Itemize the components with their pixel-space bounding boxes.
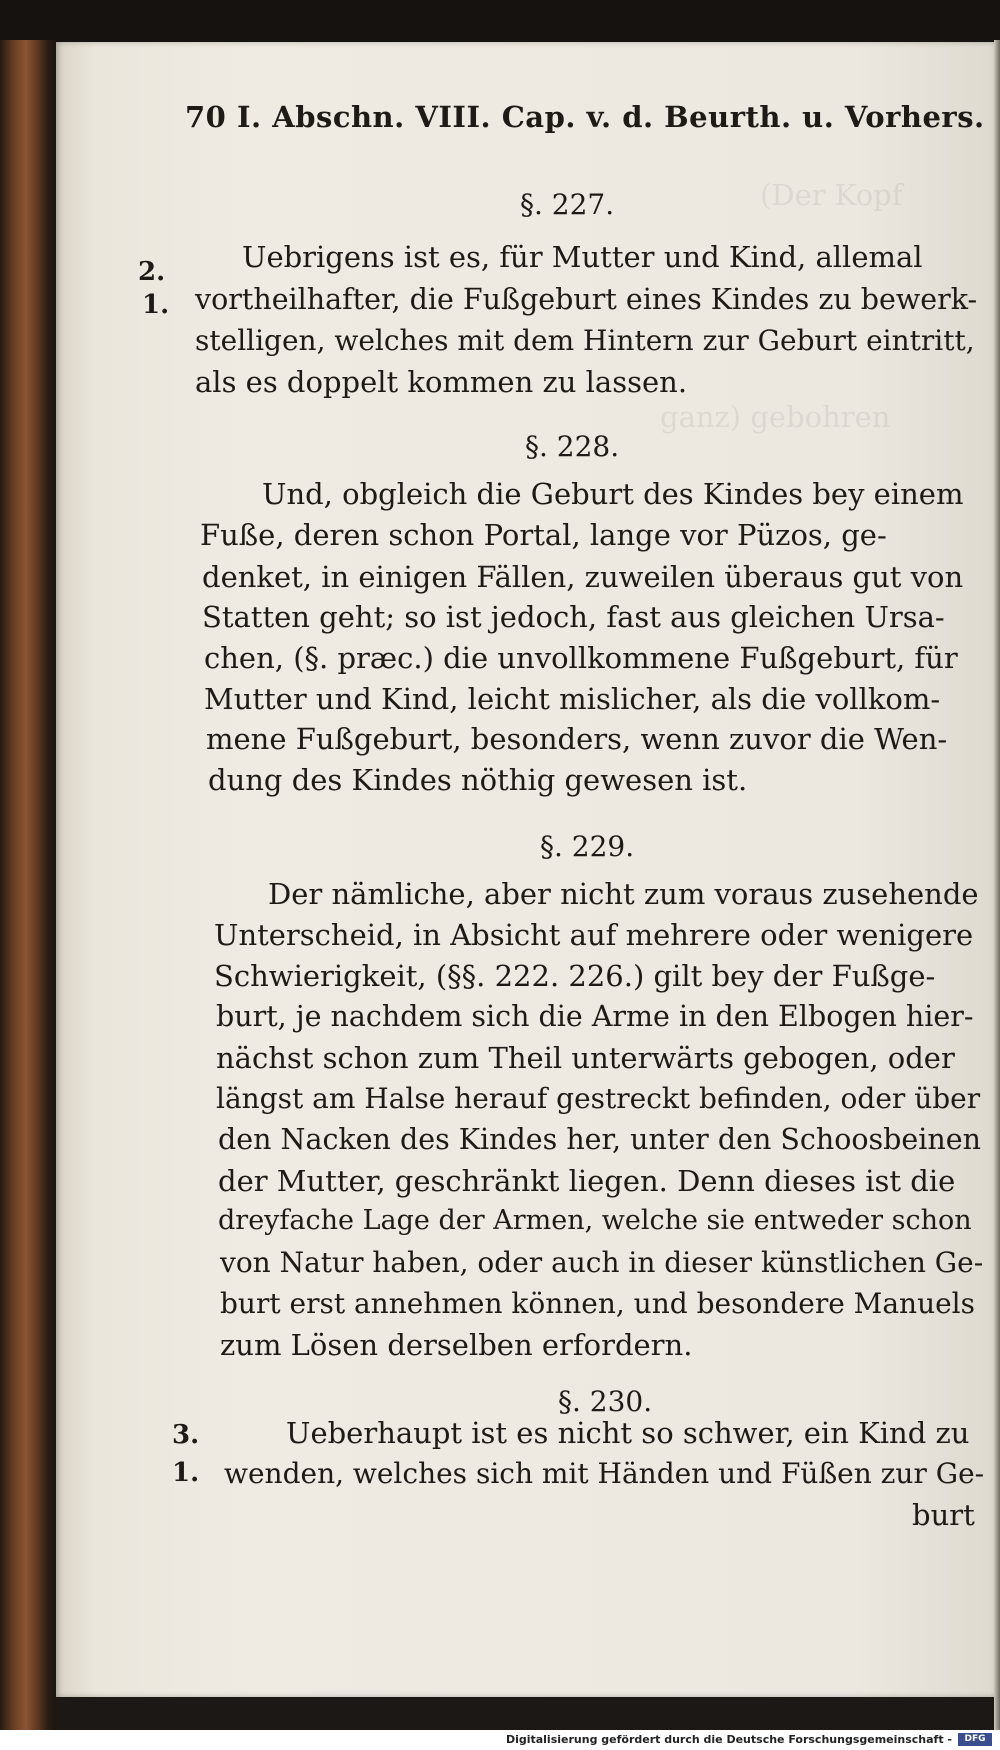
text-line: Schwierigkeit, (§§. 222. 226.) gilt bey der Fußge- [214,959,936,993]
section-number: §. 229. [540,830,635,863]
text-line: Und, obgleich die Geburt des Kindes bey einem [262,477,964,511]
text-line: den Nacken des Kindes her, unter den Schoosbeinen [218,1123,981,1156]
margin-note: 2. [138,257,166,287]
section-number: §. 227. [520,188,615,221]
text-line: burt, je nachdem sich die Arme in den Elbogen hier- [216,1000,974,1033]
section-number: §. 228. [525,430,620,463]
text-line: längst am Halse herauf gestreckt befinden, oder über [216,1082,981,1115]
running-header: 70 I. Abschn. VIII. Cap. v. d. Beurth. u. Vorhers. [185,100,985,134]
text-line: burt erst annehmen können, und besondere Manuels [220,1287,976,1320]
text-line: als es doppelt kommen zu lassen. [195,365,688,399]
text-line: dung des Kindes nöthig gewesen ist. [208,763,748,797]
text-line: denket, in einigen Fällen, zuweilen überaus gut von [202,560,964,594]
footer-credit: Digitalisierung gefördert durch die Deutsche Forschungsgemeinschaft - [505,1733,952,1746]
text-line: nächst schon zum Theil unterwärts gebogen, oder [216,1041,955,1075]
text-line: Mutter und Kind, leicht mislicher, als die vollkom- [204,682,941,716]
show-through-mark: (Der Kopf [760,178,903,212]
text-line: stelligen, welches mit dem Hintern zur Geburt eintritt, [195,324,975,357]
text-line: wenden, welches sich mit Händen und Füßen zur Ge- [224,1457,985,1490]
text-line: Ueberhaupt ist es nicht so schwer, ein Kind zu [286,1416,970,1450]
text-line: Fuße, deren schon Portal, lange vor Püzos, ge- [200,518,887,552]
text-line: Statten geht; so ist jedoch, fast aus gleichen Ursa- [202,600,945,634]
text-line: Unterscheid, in Absicht auf mehrere oder wenigere [214,918,974,952]
margin-note: 1. [172,1458,200,1488]
margin-note: 3. [172,1420,200,1450]
digitization-footer [0,1730,1000,1750]
text-line: von Natur haben, oder auch in dieser künstlichen Ge- [220,1246,984,1279]
section-number: §. 230. [558,1385,653,1418]
text-line: dreyfache Lage der Armen, welche sie entweder schon [218,1205,972,1236]
page-edge [994,40,1000,1730]
text-line: zum Lösen derselben erfordern. [220,1328,693,1362]
text-line: chen, (§. præc.) die unvollkommene Fußgeburt, für [204,641,958,675]
catchword: burt [912,1498,975,1532]
margin-note: 1. [142,290,170,320]
dfg-logo: DFG [958,1733,992,1746]
show-through-mark: ganz) gebohren [660,400,891,434]
text-line: Der nämliche, aber nicht zum voraus zusehende [268,877,979,911]
text-line: mene Fußgeburt, besonders, wenn zuvor die Wen- [206,722,948,756]
text-line: Uebrigens ist es, für Mutter und Kind, allemal [242,240,923,274]
book-spine [0,40,58,1730]
scan-background-bottom [56,1697,994,1730]
text-line: der Mutter, geschränkt liegen. Denn dieses ist die [218,1164,956,1198]
text-line: vortheilhafter, die Fußgeburt eines Kindes zu bewerk- [195,283,978,316]
